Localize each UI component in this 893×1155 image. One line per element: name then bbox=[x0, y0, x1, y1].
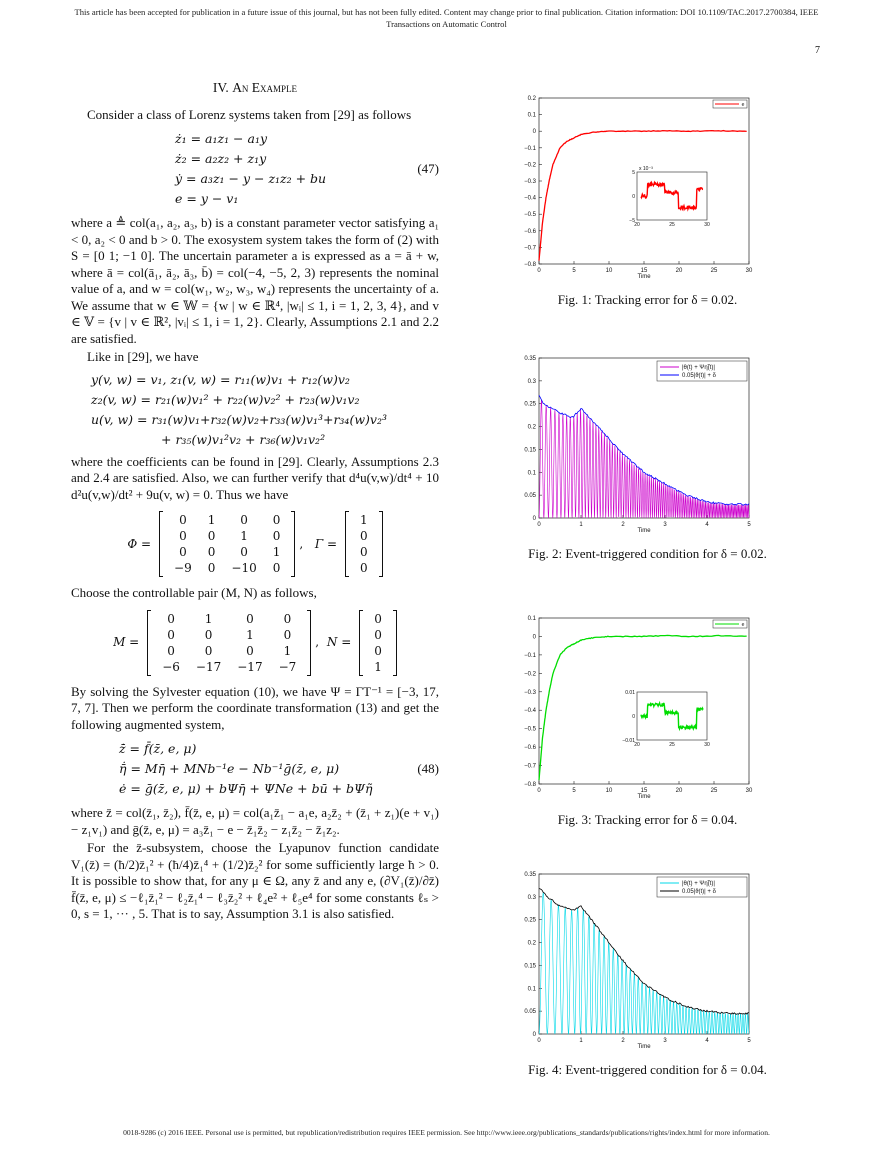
paragraph-1: Consider a class of Lorenz systems taken from [29] as follows bbox=[87, 106, 412, 122]
y-tick-label: 0.1 bbox=[527, 616, 536, 622]
y-tick-label: −0.8 bbox=[524, 782, 536, 788]
matrix-entry: 1 bbox=[360, 513, 368, 527]
x-tick-label: 4 bbox=[705, 522, 709, 528]
matrix-entry: 0 bbox=[246, 643, 254, 658]
inset-x-tick-label: 30 bbox=[704, 222, 710, 228]
figure-3 bbox=[495, 610, 800, 828]
eq47-line: ẏ = a₃z₁ − y − z₁z₂ + bu bbox=[175, 171, 327, 186]
y-tick-label: −0.7 bbox=[524, 763, 536, 770]
matrix-entry: 1 bbox=[246, 627, 254, 642]
y-tick-label: −0.7 bbox=[524, 245, 536, 252]
y-tick-label: 0.15 bbox=[524, 447, 536, 454]
inset-y-tick-label: 0 bbox=[632, 714, 635, 720]
y-tick-label: 0.1 bbox=[527, 112, 536, 119]
y-tick-label: 0.35 bbox=[524, 872, 536, 878]
x-tick-label: 30 bbox=[745, 788, 753, 794]
x-tick-label: 5 bbox=[747, 522, 751, 528]
eq47-line: e = y − v₁ bbox=[175, 191, 239, 206]
figure-2-caption: Fig. 2: Event-triggered condition for δ = 0.02. bbox=[528, 546, 767, 561]
legend-label: |θ(t) + Ψη̃(t)| bbox=[682, 881, 715, 887]
plot-frame bbox=[539, 358, 749, 518]
y-tick-label: 0.05 bbox=[524, 493, 536, 500]
matrix-entry: 0 bbox=[204, 643, 213, 658]
section-number: IV. bbox=[212, 80, 229, 95]
y-tick-label: 0 bbox=[532, 1032, 536, 1038]
x-tick-label: 5 bbox=[572, 268, 576, 274]
section-heading bbox=[71, 80, 439, 97]
x-tick-label: 4 bbox=[705, 1038, 709, 1044]
inset-x-tick-label: 25 bbox=[669, 742, 675, 748]
x-axis-label: Time bbox=[637, 794, 651, 800]
matrix-entry: 0 bbox=[272, 529, 281, 543]
x-tick-label: 1 bbox=[579, 1038, 583, 1044]
x-tick-label: 0 bbox=[537, 1038, 541, 1044]
matrix-entry: 0 bbox=[240, 513, 248, 527]
y-tick-label: −0.5 bbox=[524, 726, 536, 733]
y-tick-label: −0.4 bbox=[524, 708, 536, 715]
y-tick-label: 0.35 bbox=[524, 356, 536, 362]
x-tick-label: 15 bbox=[640, 788, 648, 794]
matrix-entry: −6 bbox=[162, 659, 180, 674]
legend bbox=[713, 100, 747, 108]
matrix-entry: 0 bbox=[272, 561, 281, 575]
x-tick-label: 0 bbox=[537, 522, 541, 528]
eq48-line: z̄̇ = f̄(z̄, e, μ) bbox=[119, 741, 197, 756]
matrix-entry: 0 bbox=[360, 545, 368, 559]
matrix-entry: 0 bbox=[246, 611, 254, 626]
eq47-line: ż₁ = a₁z₁ − a₁y bbox=[175, 131, 268, 146]
matrix-entry: 1 bbox=[374, 659, 382, 674]
equation-48 bbox=[71, 739, 439, 799]
matrix-entry: 0 bbox=[283, 627, 292, 642]
matrix-entry: 0 bbox=[374, 627, 382, 642]
matrix-entry: 0 bbox=[374, 643, 382, 658]
x-tick-label: 10 bbox=[605, 268, 613, 274]
inset-x-tick-label: 20 bbox=[634, 742, 640, 748]
header-line-2: Transactions on Automatic Control bbox=[386, 19, 507, 29]
matrix-entry: −10 bbox=[231, 561, 257, 575]
x-tick-label: 1 bbox=[579, 522, 583, 528]
x-tick-label: 2 bbox=[621, 1038, 625, 1044]
matrix-entry: 0 bbox=[207, 561, 216, 575]
matrix-entry: 0 bbox=[204, 627, 213, 642]
matrix-entry: 0 bbox=[167, 643, 175, 658]
eq-line: y(v, w) = v₁, z₁(v, w) = r₁₁(w)v₁ + r₁₂(w)v₂ bbox=[91, 371, 350, 387]
matrix-entry: 0 bbox=[360, 529, 368, 543]
y-tick-label: 0.1 bbox=[527, 986, 536, 993]
legend-label: 0.05|ϑ(t)| + δ bbox=[682, 889, 716, 895]
equation-block-yzu bbox=[91, 370, 439, 450]
m-matrix bbox=[147, 610, 311, 676]
left-column bbox=[71, 80, 439, 925]
figure-4-plot bbox=[495, 868, 800, 1056]
y-tick-label: 0.3 bbox=[527, 378, 536, 385]
matrix-entry: 1 bbox=[240, 529, 248, 543]
matrix-entry: 0 bbox=[179, 545, 187, 559]
figure-4-caption: Fig. 4: Event-triggered condition for δ = 0.04. bbox=[528, 1062, 767, 1077]
y-tick-label: 0.2 bbox=[527, 940, 536, 947]
m-n-matrices: M = 0 1 0 0 0 0 1 0 0 0 0 1 −6 −17 −17 −7 , N = 0 0 0 1 bbox=[71, 610, 439, 676]
matrix-entry: 0 bbox=[272, 513, 281, 527]
m-label: M = bbox=[113, 635, 140, 650]
x-tick-label: 0 bbox=[537, 788, 541, 794]
x-tick-label: 0 bbox=[537, 268, 541, 274]
x-tick-label: 3 bbox=[663, 522, 667, 528]
x-tick-label: 10 bbox=[605, 788, 613, 794]
matrix-entry: 1 bbox=[283, 643, 292, 658]
figure-3-caption: Fig. 3: Tracking error for δ = 0.04. bbox=[557, 812, 738, 827]
figure-2 bbox=[495, 352, 800, 562]
matrix-entry: −17 bbox=[237, 659, 263, 674]
matrix-entry: 1 bbox=[272, 545, 281, 559]
legend bbox=[657, 361, 747, 381]
legend bbox=[713, 620, 747, 628]
page-header bbox=[0, 6, 893, 30]
matrix-entry: 0 bbox=[179, 513, 187, 527]
x-tick-label: 25 bbox=[710, 268, 718, 274]
figure-1-plot bbox=[495, 90, 800, 286]
y-tick-label: −0.3 bbox=[524, 689, 536, 696]
eq-line: u(v, w) = r₃₁(w)v₁+r₃₂(w)v₂+r₃₃(w)v₁³+r₃₄(w)v₂³ bbox=[91, 411, 387, 427]
x-tick-label: 2 bbox=[621, 522, 625, 528]
x-axis-label: Time bbox=[637, 1044, 651, 1050]
inset-y-tick-label: 0.01 bbox=[625, 690, 635, 696]
x-tick-label: 25 bbox=[710, 788, 718, 794]
inset-y-tick-label: 5 bbox=[632, 170, 635, 176]
y-tick-label: −0.1 bbox=[524, 652, 536, 659]
inset-y-tick-label: 0 bbox=[632, 194, 635, 200]
matrix-entry: 1 bbox=[204, 611, 213, 626]
x-tick-label: 5 bbox=[747, 1038, 751, 1044]
y-tick-label: 0.05 bbox=[524, 1009, 536, 1016]
section-title: An Example bbox=[232, 80, 298, 95]
paragraph-7: where z̄ = col(z̄₁, z̄₂), f̄(z̄, e, μ) = col(a₁z̄₁ − a₁e, a₂z̄₂ + (z̄₁ + z₁)(e + v₁) − z₁v₁) and ḡ(z̄, e, μ) = a₃z̄₁ − e − z̄₁z̄₂ − z₁z̄₂ − z̄₁z₂. bbox=[71, 805, 439, 837]
equation-47 bbox=[71, 129, 439, 209]
y-tick-label: 0.15 bbox=[524, 963, 536, 970]
x-tick-label: 30 bbox=[745, 268, 753, 274]
eq47-line: ż₂ = a₂z₂ + z₁y bbox=[175, 151, 267, 166]
gamma-matrix bbox=[345, 511, 383, 577]
phi-matrix bbox=[159, 511, 295, 577]
figure-4 bbox=[495, 868, 800, 1078]
x-tick-label: 3 bbox=[663, 1038, 667, 1044]
inset-x-tick-label: 20 bbox=[634, 222, 640, 228]
y-tick-label: 0.3 bbox=[527, 894, 536, 901]
eq-line: + r₃₅(w)v₁²v₂ + r₃₆(w)v₁v₂² bbox=[161, 431, 326, 447]
x-tick-label: 20 bbox=[675, 788, 683, 794]
y-tick-label: −0.2 bbox=[524, 671, 536, 678]
equation-number: (48) bbox=[417, 761, 439, 776]
y-tick-label: 0.1 bbox=[527, 470, 536, 477]
matrix-entry: 0 bbox=[179, 529, 187, 543]
paragraph-6: By solving the Sylvester equation (10), we have Ψ = ΓT⁻¹ = [−3, 17, 7, 7]. Then we perform the coordinate transformation (13) and get the following augmented system, bbox=[71, 683, 439, 732]
figure-3-plot bbox=[495, 610, 800, 806]
matrix-entry: 1 bbox=[207, 513, 216, 527]
paragraph-4: where the coefficients can be found in [29]. Clearly, Assumptions 2.3 and 2.4 are satisfied. Also, we can further verify that d⁴u(v,w)/dt⁴ + 10 d²u(v,w)/dt² + 9u(v, w) = 0. Thus we have bbox=[71, 453, 439, 502]
inset-x-tick-label: 25 bbox=[669, 222, 675, 228]
figure-2-plot bbox=[495, 352, 800, 540]
y-tick-label: −0.8 bbox=[524, 262, 536, 268]
x-tick-label: 20 bbox=[675, 268, 683, 274]
n-label: N = bbox=[326, 635, 352, 650]
inset-y-tick-label: −5 bbox=[629, 218, 635, 224]
matrix-entry: −9 bbox=[174, 561, 192, 575]
matrix-entry: 0 bbox=[240, 545, 248, 559]
inset-y-tick-label: −0.01 bbox=[622, 738, 635, 744]
phi-label: Φ = bbox=[127, 536, 152, 551]
series-line-trigger bbox=[539, 400, 749, 518]
equation-number: (47) bbox=[417, 161, 439, 176]
y-tick-label: −0.6 bbox=[524, 745, 536, 752]
legend-label: e bbox=[741, 102, 745, 108]
y-tick-label: 0 bbox=[532, 129, 536, 136]
x-axis-label: Time bbox=[637, 274, 651, 280]
legend bbox=[657, 877, 747, 897]
legend-label: 0.05|ϑ(t)| + δ bbox=[682, 373, 716, 379]
y-tick-label: −0.6 bbox=[524, 228, 536, 235]
eq-line: z₂(v, w) = r₂₁(w)v₁² + r₂₂(w)v₂² + r₂₃(w)v₁v₂ bbox=[91, 391, 360, 407]
y-tick-label: −0.5 bbox=[524, 212, 536, 219]
paragraph-2: where a ≜ col(a₁, a₂, a₃, b) is a constant parameter vector satisfying a₁ < 0, a₂ < 0 and b > 0. The exosystem system takes the form of (2) with S = [0 1; −1 0]. The uncertain parameter a is expressed as a = ā + w, where ā = col(ā₁, ā₂, ā₃, b̄) = col(−4, −5, 2, 3) represents the nominal value of a, and w = col(w₁, w₂, w₃, w₄) represents the uncertainty of a. We assume that w ∈ 𝕎 = {w | w ∈ ℝ⁴, |wᵢ| ≤ 1, i = 1, 2, 3, 4}, and v ∈ 𝕍 = {v | v ∈ ℝ², |vᵢ| ≤ 1, i = 1, 2}. Clearly, Assumptions 2.1 and 2.2 are satisfied. bbox=[71, 215, 439, 346]
y-tick-label: −0.4 bbox=[524, 195, 536, 202]
matrix-entry: 0 bbox=[167, 627, 175, 642]
matrix-entry: 0 bbox=[374, 611, 382, 626]
n-matrix bbox=[359, 610, 397, 676]
matrix-entry: 0 bbox=[167, 611, 175, 626]
matrix-entry: 0 bbox=[207, 529, 216, 543]
figure-1 bbox=[495, 90, 800, 308]
inset-x-tick-label: 30 bbox=[704, 742, 710, 748]
y-tick-label: 0.25 bbox=[524, 401, 536, 408]
y-tick-label: 0.2 bbox=[527, 96, 536, 102]
paragraph-8: For the z̄-subsystem, choose the Lyapunov function candidate V₁(z̄) = (ħ/2)z̄₁² + (ħ/4)z̄₁⁴ + (1/2)z̄₂² for some sufficiently large ħ > 0. It is possible to show that, for any μ ∈ Ω, any z̄ and any e, (∂V₁(z̄)/∂z̄) f̄(z̄, e, μ) ≤ −ℓ₁z̄₁² − ℓ₂z̄₁⁴ − ℓ₃z̄₂² + ℓ₄e² + ℓ₅e⁴ for some constants ℓₛ > 0, s = 1, ··· , 5. That is to say, Assumption 3.1 is also satisfied. bbox=[71, 840, 439, 921]
y-tick-label: 0.2 bbox=[527, 424, 536, 431]
inset-scale-label: x 10⁻³ bbox=[639, 166, 653, 172]
header-line-1: This article has been accepted for publication in a future issue of this journal, but has not been fully edited. Content may change prior to final publication. Citation information: DOI 10.1109/TAC.2017.2700384, IEEE bbox=[74, 7, 819, 17]
y-tick-label: −0.1 bbox=[524, 145, 536, 152]
y-tick-label: 0 bbox=[532, 516, 536, 522]
matrix-entry: 0 bbox=[207, 545, 216, 559]
series-line-threshold bbox=[539, 395, 749, 505]
eq48-line: η̄̇ = Mη̄ + MNb⁻¹e − Nb⁻¹ḡ(z̄, e, μ) bbox=[119, 761, 340, 776]
matrix-entry: 0 bbox=[283, 611, 292, 626]
y-tick-label: −0.2 bbox=[524, 162, 536, 169]
matrix-entry: −7 bbox=[278, 659, 297, 674]
x-axis-label: Time bbox=[637, 528, 651, 534]
x-tick-label: 15 bbox=[640, 268, 648, 274]
x-tick-label: 5 bbox=[572, 788, 576, 794]
matrix-entry: −17 bbox=[195, 659, 222, 674]
eq48-line: ė = ḡ(z̄, e, μ) + bΨη̄ + ΨNe + bū + bΨη̃ bbox=[119, 781, 373, 796]
figure-1-caption: Fig. 1: Tracking error for δ = 0.02. bbox=[557, 292, 738, 307]
y-tick-label: −0.3 bbox=[524, 179, 536, 185]
y-tick-label: 0 bbox=[532, 634, 536, 641]
legend-label: e bbox=[741, 622, 745, 628]
paragraph-5: Choose the controllable pair (M, N) as follows, bbox=[71, 585, 317, 600]
phi-gamma-matrices: Φ = 0 1 0 0 0 0 1 0 0 0 0 1 −9 0 −10 0 , Γ = 1 0 0 0 bbox=[71, 511, 439, 577]
paragraph-3: Like in [29], we have bbox=[87, 349, 199, 364]
y-tick-label: 0.25 bbox=[524, 917, 536, 924]
gamma-label: Γ = bbox=[314, 536, 338, 551]
page-footer: 0018-9286 (c) 2016 IEEE. Personal use is permitted, but republication/redistribution requires IEEE permission. See http://www.ieee.org/publications_standards/publications/rights/index.html for more information. bbox=[123, 1128, 770, 1137]
legend-label: |θ(t) + Ψη̃(t)| bbox=[682, 365, 715, 371]
matrix-entry: 0 bbox=[360, 561, 368, 575]
page-number: 7 bbox=[815, 45, 820, 56]
